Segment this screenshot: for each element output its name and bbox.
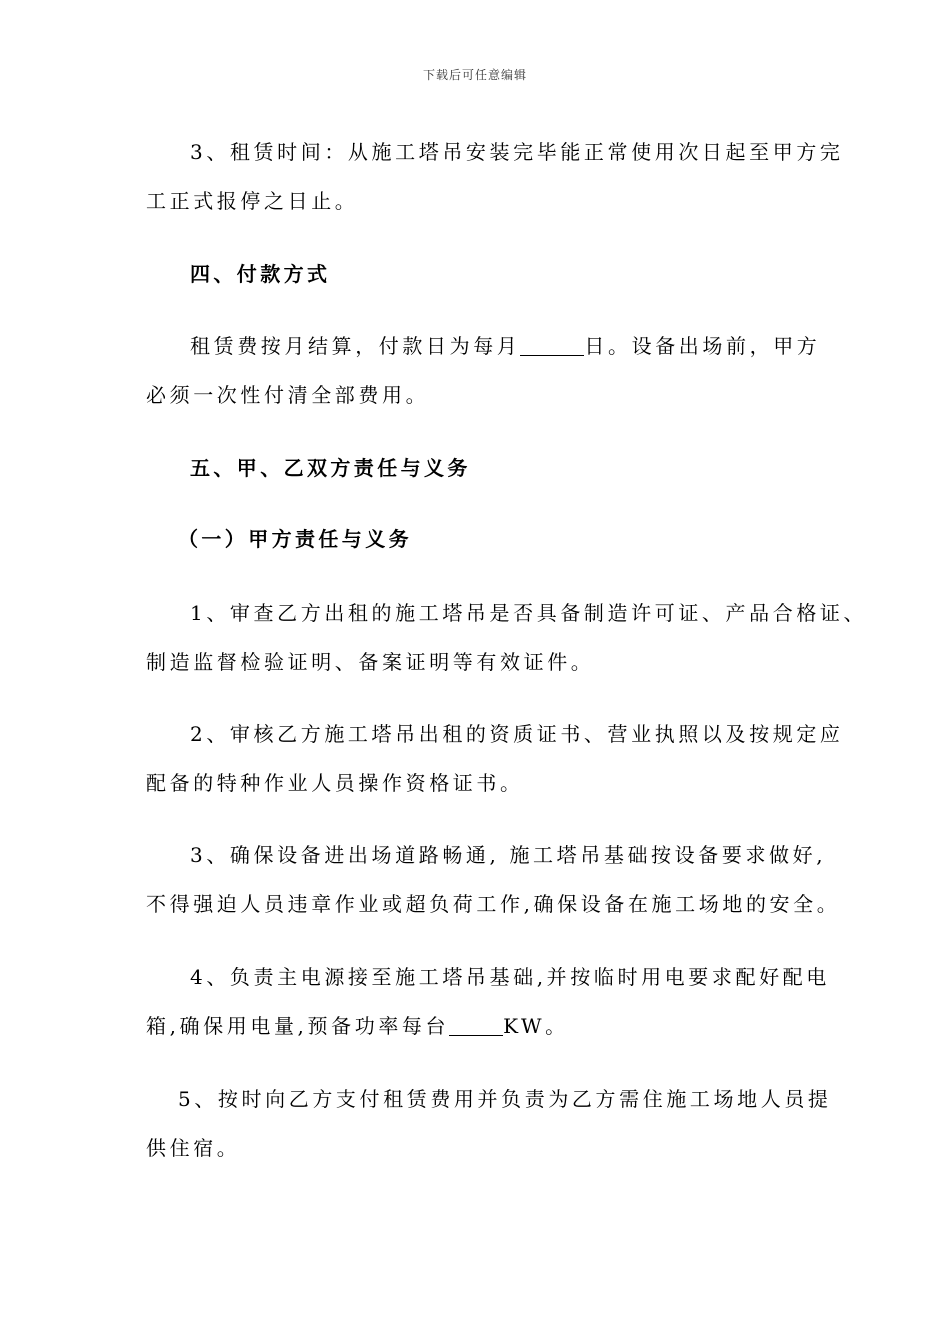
paragraph-text: 日。设备出场前，甲方 [584,334,821,358]
list-item-text: 箱,确保用电量,预备功率每台 [146,1014,450,1038]
list-item-line: 5、按时向乙方支付租赁费用并负责为乙方需住施工场地人员提 [178,1087,832,1111]
list-item-line: 供住宿。 [146,1136,241,1160]
list-item-line [146,1014,569,1038]
list-item-line: 1、审查乙方出租的施工塔吊是否具备制造许可证、产品合格证、 [190,601,868,625]
paragraph-line: 工正式报停之日止。 [146,189,359,213]
fill-in-blank[interactable] [520,337,584,356]
list-item-line: 不得强迫人员违章作业或超负荷工作,确保设备在施工场地的安全。 [146,892,841,916]
subsection-heading: （一）甲方责任与义务 [178,527,412,551]
paragraph-line: 必须一次性付清全部费用。 [146,383,430,407]
list-item-line: 制造监督检验证明、备案证明等有效证件。 [146,650,595,674]
paragraph-line: 3、租赁时间：从施工塔吊安装完毕能正常使用次日起至甲方完 [190,140,844,164]
section-heading: 四、付款方式 [190,262,331,286]
fill-in-blank[interactable] [449,1017,503,1036]
paragraph-line [190,334,820,358]
list-item-line: 2、审核乙方施工塔吊出租的资质证书、营业执照以及按规定应 [190,722,844,746]
paragraph-text: 租赁费按月结算，付款日为每月 [190,334,521,358]
page-header: 下载后可任意编辑 [422,68,527,82]
list-item-line: 配备的特种作业人员操作资格证书。 [146,771,524,795]
list-item-text: KW。 [503,1014,569,1038]
list-item-line: 3、确保设备进出场道路畅通, 施工塔吊基础按设备要求做好, [190,843,827,867]
list-item-line: 4、负责主电源接至施工塔吊基础,并按临时用电要求配好配电 [190,965,830,989]
section-heading: 五、甲、乙双方责任与义务 [190,456,471,480]
